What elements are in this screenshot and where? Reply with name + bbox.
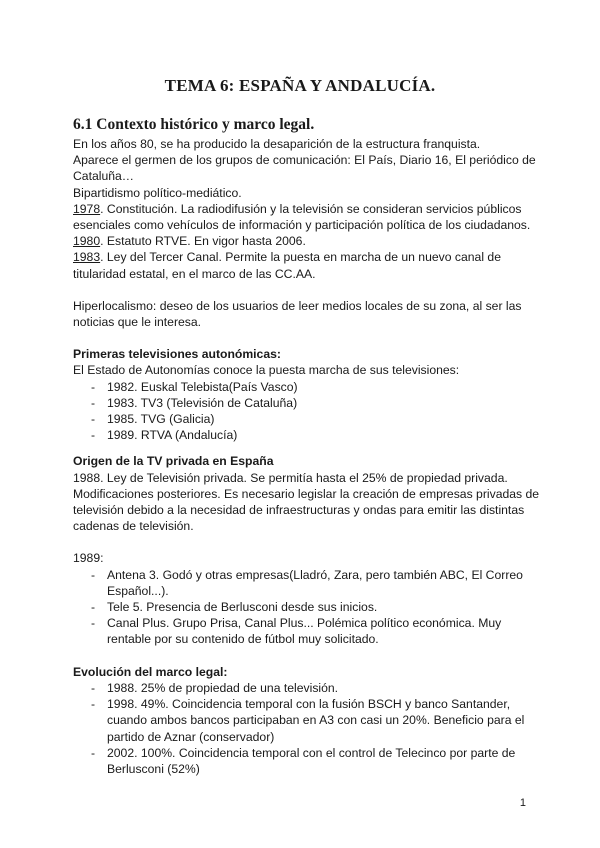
- privada-heading: Origen de la TV privada en España: [73, 454, 274, 469]
- list-item: - 1985. TVG (Galicia): [73, 411, 543, 427]
- list-item: - Canal Plus. Grupo Prisa, Canal Plus... Polémica político económica. Muy rentable por su contenido de fútbol muy solicitado.: [73, 615, 543, 647]
- evolucion-list: [73, 680, 543, 777]
- intro-line-2: Aparece el germen de los grupos de comunicación: El País, Diario 16, El periódico de Cataluña…: [73, 153, 536, 184]
- year-1978: 1978: [73, 201, 101, 216]
- text-1980: . Estatuto RTVE. En vigor hasta 2006.: [100, 234, 306, 249]
- list-item: - Antena 3. Godó y otras empresas(Lladró, Zara, pero también ABC, El Correo Español...).: [73, 567, 543, 599]
- autonomicas-text: El Estado de Autonomías conoce la puesta marcha de sus televisiones:: [73, 363, 460, 378]
- document-body: [73, 116, 543, 777]
- evolucion-heading: Evolución del marco legal:: [73, 664, 228, 679]
- list-item: - Tele 5. Presencia de Berlusconi desde sus inicios.: [73, 599, 543, 615]
- intro-line-3: Bipartidismo político-mediático.: [73, 185, 242, 200]
- text-1983: . Ley del Tercer Canal. Permite la puesta en marcha de un nuevo canal de titularidad estatal, en el marco de las CC.AA.: [73, 250, 501, 281]
- list-item: - 1998. 49%. Coincidencia temporal con la fusión BSCH y banco Santander, cuando ambos bancos participaban en A3 con casi un 20%. Beneficio para el partido de Aznar (conservador): [73, 696, 543, 745]
- intro-1983: [73, 249, 543, 281]
- list-item: - 2002. 100%. Coincidencia temporal con el control de Telecinco por parte de Berlusconi (52%): [73, 745, 543, 777]
- hiperlocalismo-paragraph: Hiperlocalismo: deseo de los usuarios de leer medios locales de su zona, al ser las noticias que le interesa.: [73, 298, 522, 330]
- intro-line-1: En los años 80, se ha producido la desaparición de la estructura franquista.: [73, 137, 481, 151]
- list-item: - 1988. 25% de propiedad de una televisión.: [73, 680, 543, 696]
- autonomicas-list: [73, 379, 543, 444]
- text-1978: . Constitución. La radiodifusión y la televisión se consideran servicios públicos esenciales como vehículos de información y participación política de los ciudadanos.: [73, 201, 531, 233]
- list-item: - 1989. RTVA (Andalucía): [73, 427, 543, 443]
- privada-list: [73, 567, 543, 648]
- intro-1980: [73, 233, 543, 249]
- year-1983: 1983: [73, 250, 101, 265]
- list-item: - 1982. Euskal Telebista(País Vasco): [73, 379, 543, 395]
- privada-year: 1989:: [73, 551, 104, 566]
- privada-text: 1988. Ley de Televisión privada. Se permitía hasta el 25% de propiedad privada. Modificaciones posteriores. Es necesario legislar la creación de empresas privadas de televisión debido a la necesidad de infraestructuras y ondas para emitir las distintas cadenas de televisión.: [73, 470, 540, 534]
- document-title: TEMA 6: ESPAÑA Y ANDALUCÍA.: [164, 76, 436, 95]
- list-item: - 1983. TV3 (Televisión de Cataluña): [73, 395, 543, 411]
- autonomicas-heading: Primeras televisiones autonómicas:: [73, 347, 281, 362]
- intro-1978: [73, 201, 543, 233]
- page-number: 1: [519, 797, 526, 809]
- year-1980: 1980: [73, 234, 101, 249]
- section-heading: 6.1 Contexto histórico y marco legal.: [73, 116, 315, 133]
